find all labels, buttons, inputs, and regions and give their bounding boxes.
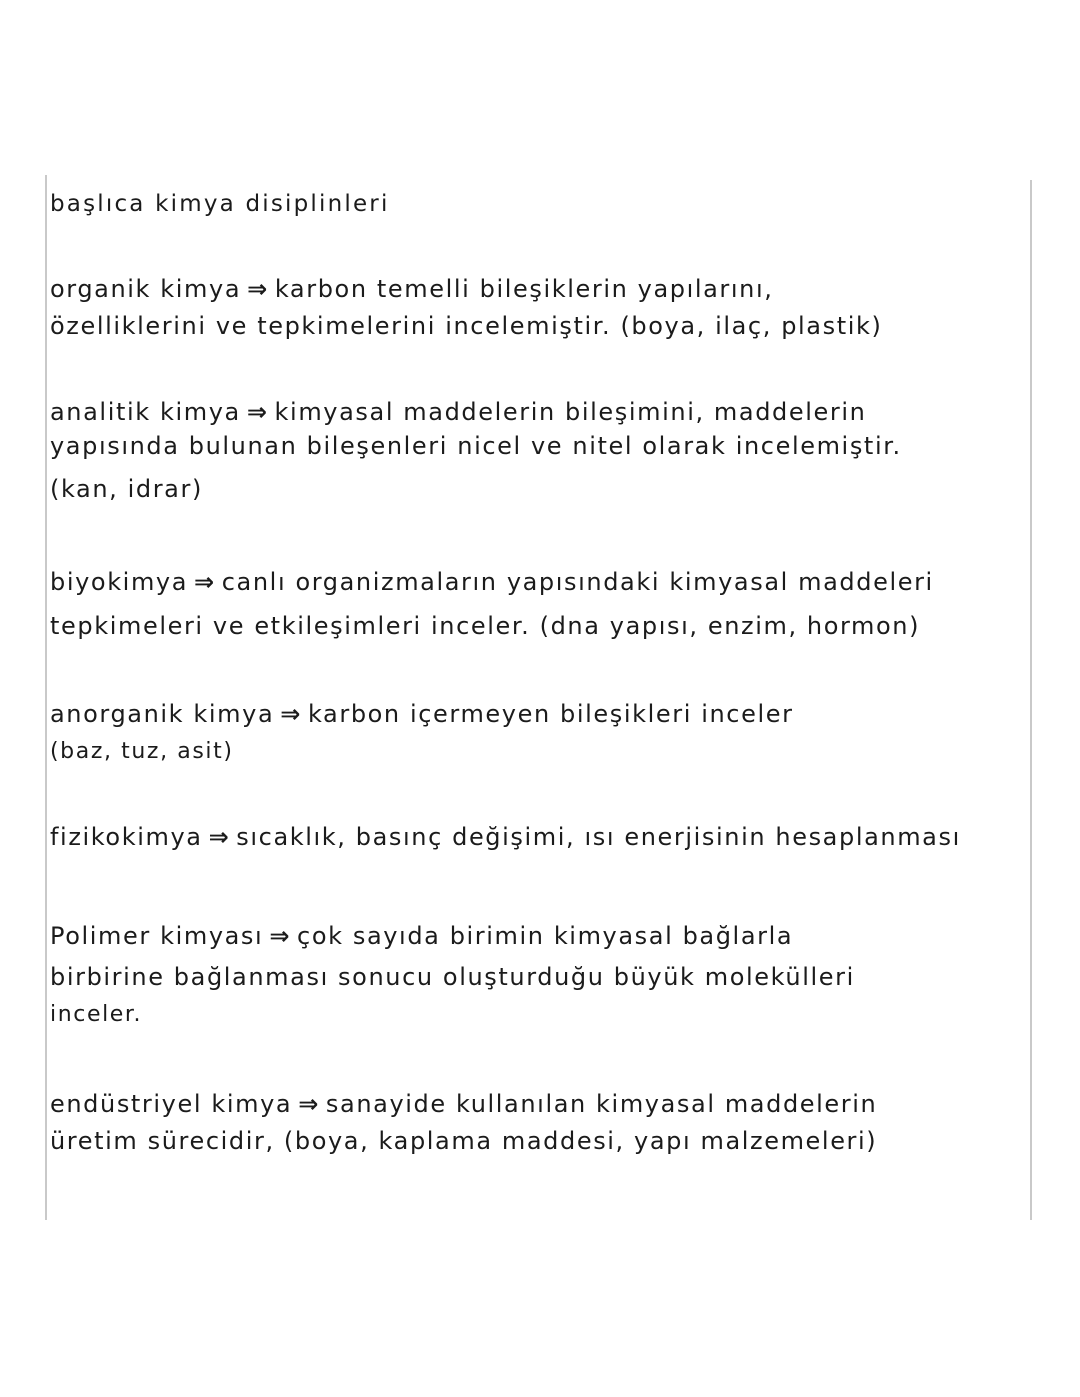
section-name-endustriyel: endüstriyel kimya: [50, 1090, 293, 1118]
section-name-polimer: Polimer kimyası: [50, 922, 264, 950]
anorganik-kimya-line-1: [50, 700, 794, 728]
organik-kimya-line-2: özelliklerini ve tepkimelerini incelemiştir. (boya, ilaç, plastik): [50, 312, 883, 340]
arrow-icon: ⇒: [194, 568, 216, 596]
analitik-kimya-line-1: [50, 398, 866, 426]
endustriyel-kimya-line-2: üretim sürecidir, (boya, kaplama maddesi, yapı malzemeleri): [50, 1127, 878, 1155]
page-right-edge: [1030, 180, 1032, 1220]
polimer-kimyasi-line-2: birbirine bağlanması sonucu oluşturduğu büyük molekülleri: [50, 963, 855, 991]
section-name-fizikokimya: fizikokimya: [50, 823, 203, 851]
organik-text-1: karbon temelli bileşiklerin yapılarını,: [274, 275, 774, 303]
arrow-icon: ⇒: [208, 823, 231, 851]
analitik-kimya-line-2: yapısında bulunan bileşenleri nicel ve nitel olarak incelemiştir.: [50, 432, 902, 460]
section-name-analitik: analitik kimya: [50, 398, 241, 426]
section-name-organik: organik kimya: [50, 275, 242, 303]
fizikokimya-line-1: [50, 823, 961, 851]
biyokimya-line-2: tepkimeleri ve etkileşimleri inceler. (dna yapısı, enzim, hormon): [50, 612, 921, 640]
section-name-biyokimya: biyokimya: [50, 568, 189, 596]
analitik-kimya-line-3: (kan, idrar): [50, 475, 203, 503]
page-title: başlıca kimya disiplinleri: [50, 191, 390, 217]
polimer-kimyasi-line-1: [50, 922, 793, 950]
fizikokimya-text-1: sıcaklık, basınç değişimi, ısı enerjisinin hesaplanması: [236, 823, 961, 851]
anorganik-text-1: karbon içermeyen bileşikleri inceler: [307, 700, 794, 728]
endustriyel-text-1: sanayide kullanılan kimyasal maddelerin: [325, 1090, 878, 1118]
section-name-anorganik: anorganik kimya: [50, 700, 275, 728]
biyokimya-text-1: canlı organizmaların yapısındaki kimyasal maddeleri: [221, 568, 934, 596]
organik-kimya-line-1: [50, 275, 773, 303]
arrow-icon: ⇒: [280, 700, 302, 728]
page-left-edge: [45, 175, 47, 1220]
endustriyel-kimya-line-1: [50, 1090, 877, 1118]
biyokimya-line-1: [50, 568, 934, 596]
arrow-icon: ⇒: [298, 1090, 320, 1118]
arrow-icon: ⇒: [246, 398, 269, 426]
polimer-text-1: çok sayıda birimin kimyasal bağlarla: [297, 922, 794, 950]
arrow-icon: ⇒: [269, 922, 292, 950]
analitik-text-1: kimyasal maddelerin bileşimini, maddelerin: [274, 398, 867, 426]
arrow-icon: ⇒: [247, 275, 269, 303]
anorganik-kimya-line-2: (baz, tuz, asit): [50, 739, 234, 764]
polimer-kimyasi-line-3: inceler.: [50, 1002, 143, 1027]
